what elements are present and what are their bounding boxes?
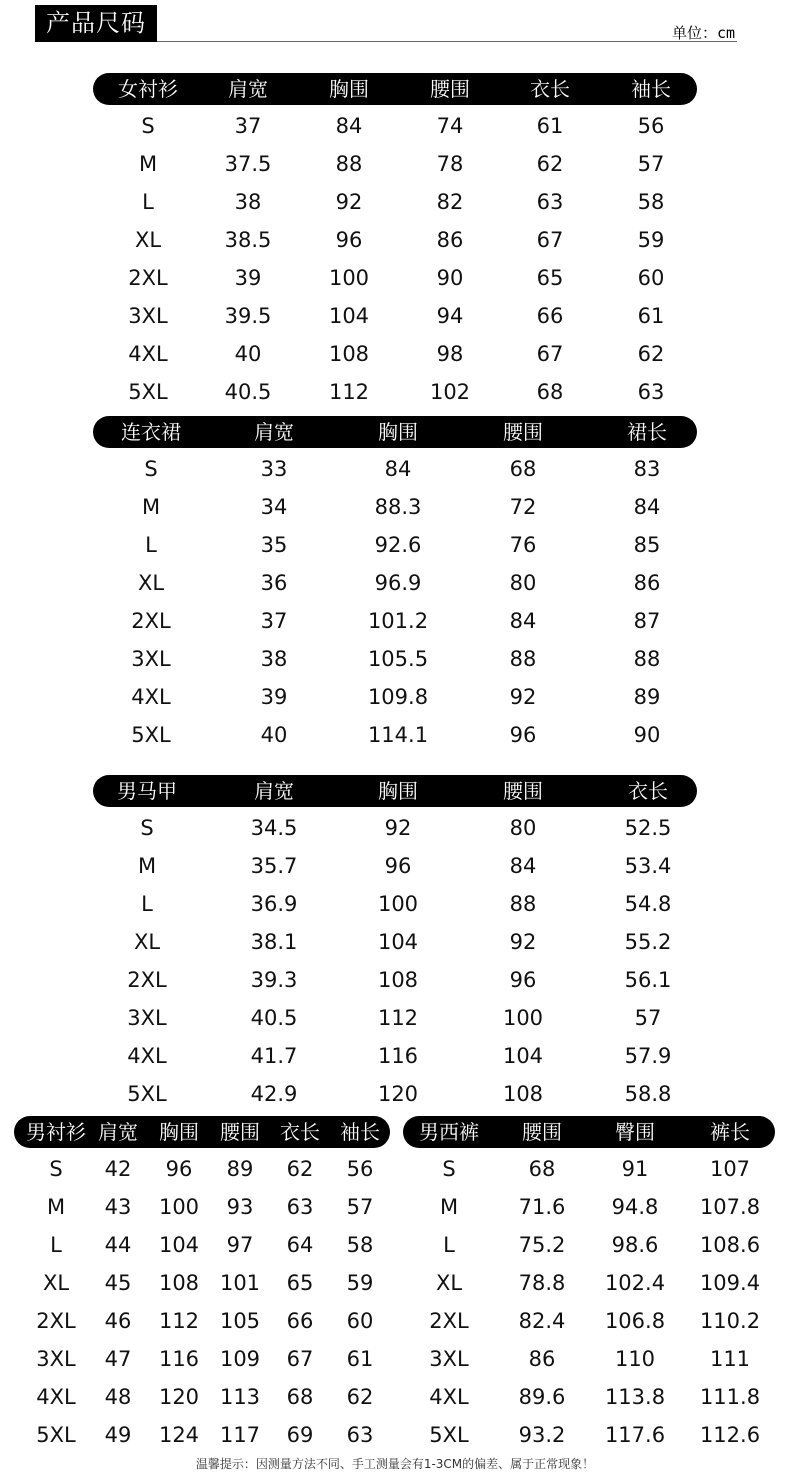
measurement-cell: 96.9 bbox=[374, 571, 422, 595]
table-row bbox=[403, 1378, 775, 1416]
measurement-cell: 116 bbox=[158, 1347, 200, 1371]
measurement-cell: 92 bbox=[335, 190, 363, 214]
size-label: 5XL bbox=[429, 1423, 469, 1447]
table-row bbox=[93, 1075, 697, 1113]
size-label: 4XL bbox=[131, 685, 171, 709]
measurement-cell: 41.7 bbox=[250, 1044, 298, 1068]
measurement-cell: 120 bbox=[158, 1385, 200, 1409]
measurement-cell: 59 bbox=[346, 1271, 374, 1295]
table-row bbox=[93, 923, 697, 961]
measurement-cell: 56 bbox=[346, 1157, 374, 1181]
page-title: 产品尺码 bbox=[35, 5, 157, 42]
size-label: L bbox=[50, 1233, 62, 1257]
measurement-cell: 43 bbox=[104, 1195, 132, 1219]
size-label: XL bbox=[134, 228, 162, 252]
table-header bbox=[93, 416, 697, 448]
measurement-cell: 63 bbox=[286, 1195, 314, 1219]
measurement-cell: 68 bbox=[286, 1385, 314, 1409]
measurement-cell: 86 bbox=[528, 1347, 556, 1371]
table-row bbox=[403, 1226, 775, 1264]
size-label: 5XL bbox=[128, 380, 168, 404]
column-header: 腰围 bbox=[503, 420, 543, 444]
measurement-cell: 116 bbox=[377, 1044, 419, 1068]
measurement-cell: 58 bbox=[637, 190, 665, 214]
measurement-cell: 111 bbox=[709, 1347, 751, 1371]
measurement-cell: 100 bbox=[328, 266, 370, 290]
measurement-cell: 45 bbox=[104, 1271, 132, 1295]
measurement-cell: 36.9 bbox=[250, 892, 298, 916]
measurement-cell: 111.8 bbox=[699, 1385, 761, 1409]
table-row bbox=[14, 1226, 390, 1264]
size-label: 2XL bbox=[128, 266, 168, 290]
measurement-cell: 117 bbox=[219, 1423, 261, 1447]
table-row bbox=[93, 221, 697, 259]
measurement-cell: 57.9 bbox=[624, 1044, 672, 1068]
measurement-cell: 39 bbox=[260, 685, 288, 709]
measurement-cell: 92 bbox=[384, 816, 412, 840]
table-header bbox=[93, 775, 697, 807]
measurement-cell: 88 bbox=[509, 647, 537, 671]
measurement-cell: 65 bbox=[286, 1271, 314, 1295]
measurement-cell: 66 bbox=[536, 304, 564, 328]
measurement-cell: 58.8 bbox=[624, 1082, 672, 1106]
measurement-cell: 56.1 bbox=[624, 968, 672, 992]
measurement-cell: 94.8 bbox=[611, 1195, 659, 1219]
size-label: 2XL bbox=[131, 609, 171, 633]
measurement-cell: 78 bbox=[436, 152, 464, 176]
measurement-cell: 39 bbox=[234, 266, 262, 290]
measurement-cell: 62 bbox=[637, 342, 665, 366]
table-category-label: 连衣裙 bbox=[121, 420, 181, 444]
measurement-cell: 82.4 bbox=[518, 1309, 566, 1333]
size-label: 3XL bbox=[128, 304, 168, 328]
measurement-cell: 46 bbox=[104, 1309, 132, 1333]
column-header: 衣长 bbox=[530, 77, 570, 101]
measurement-cell: 92 bbox=[509, 685, 537, 709]
measurement-cell: 71.6 bbox=[518, 1195, 566, 1219]
size-label: 2XL bbox=[429, 1309, 469, 1333]
measurement-cell: 108 bbox=[158, 1271, 200, 1295]
measurement-cell: 88 bbox=[335, 152, 363, 176]
measurement-cell: 57 bbox=[346, 1195, 374, 1219]
measurement-cell: 61 bbox=[637, 304, 665, 328]
measurement-cell: 109.4 bbox=[699, 1271, 761, 1295]
table-row bbox=[93, 373, 697, 411]
measurement-cell: 80 bbox=[509, 816, 537, 840]
measurement-cell: 56 bbox=[637, 114, 665, 138]
table-row bbox=[403, 1264, 775, 1302]
measurement-cell: 59 bbox=[637, 228, 665, 252]
footer-note: 温馨提示：因测量方法不同、手工测量会有1-3CM的偏差、属于正常现象！ bbox=[195, 1457, 595, 1471]
measurement-cell: 75.2 bbox=[518, 1233, 566, 1257]
measurement-cell: 109 bbox=[219, 1347, 261, 1371]
column-header: 裙长 bbox=[627, 420, 667, 444]
size-label: 3XL bbox=[36, 1347, 76, 1371]
measurement-cell: 67 bbox=[286, 1347, 314, 1371]
measurement-cell: 105.5 bbox=[367, 647, 429, 671]
measurement-cell: 86 bbox=[633, 571, 661, 595]
measurement-cell: 107.8 bbox=[699, 1195, 761, 1219]
measurement-cell: 89 bbox=[226, 1157, 254, 1181]
measurement-cell: 90 bbox=[633, 723, 661, 747]
measurement-cell: 82 bbox=[436, 190, 464, 214]
measurement-cell: 55.2 bbox=[624, 930, 672, 954]
size-label: 5XL bbox=[36, 1423, 76, 1447]
measurement-cell: 106.8 bbox=[604, 1309, 666, 1333]
size-label: XL bbox=[435, 1271, 463, 1295]
measurement-cell: 44 bbox=[104, 1233, 132, 1257]
measurement-cell: 84 bbox=[335, 114, 363, 138]
table-row bbox=[14, 1302, 390, 1340]
table-row bbox=[93, 335, 697, 373]
measurement-cell: 96 bbox=[384, 854, 412, 878]
measurement-cell: 47 bbox=[104, 1347, 132, 1371]
size-label: S bbox=[144, 457, 158, 481]
column-header: 腰围 bbox=[430, 77, 470, 101]
size-label: 4XL bbox=[36, 1385, 76, 1409]
table-header bbox=[403, 1116, 775, 1148]
measurement-cell: 117.6 bbox=[604, 1423, 666, 1447]
size-label: XL bbox=[137, 571, 165, 595]
measurement-cell: 94 bbox=[436, 304, 464, 328]
measurement-cell: 89.6 bbox=[518, 1385, 566, 1409]
measurement-cell: 90 bbox=[436, 266, 464, 290]
measurement-cell: 60 bbox=[346, 1309, 374, 1333]
size-label: 3XL bbox=[127, 1006, 167, 1030]
size-label: 3XL bbox=[131, 647, 171, 671]
table-row bbox=[14, 1264, 390, 1302]
measurement-cell: 39.5 bbox=[224, 304, 272, 328]
measurement-cell: 87 bbox=[633, 609, 661, 633]
size-label: 3XL bbox=[429, 1347, 469, 1371]
size-label: 4XL bbox=[128, 342, 168, 366]
table-header bbox=[14, 1116, 390, 1148]
measurement-cell: 61 bbox=[346, 1347, 374, 1371]
table-row bbox=[403, 1188, 775, 1226]
measurement-cell: 96 bbox=[509, 968, 537, 992]
measurement-cell: 68 bbox=[536, 380, 564, 404]
measurement-cell: 69 bbox=[286, 1423, 314, 1447]
table-row bbox=[93, 999, 697, 1037]
measurement-cell: 57 bbox=[637, 152, 665, 176]
size-label: M bbox=[138, 152, 158, 176]
measurement-cell: 100 bbox=[377, 892, 419, 916]
size-label: S bbox=[49, 1157, 63, 1181]
size-label: L bbox=[145, 533, 157, 557]
measurement-cell: 113.8 bbox=[604, 1385, 666, 1409]
size-table-men-vest bbox=[93, 775, 697, 1113]
column-header: 胸围 bbox=[378, 420, 418, 444]
table-category-label: 女衬衫 bbox=[118, 77, 178, 101]
size-label: M bbox=[141, 495, 161, 519]
measurement-cell: 101 bbox=[219, 1271, 261, 1295]
measurement-cell: 63 bbox=[637, 380, 665, 404]
measurement-cell: 84 bbox=[509, 854, 537, 878]
measurement-cell: 112.6 bbox=[699, 1423, 761, 1447]
size-label: 4XL bbox=[429, 1385, 469, 1409]
measurement-cell: 40 bbox=[260, 723, 288, 747]
measurement-cell: 78.8 bbox=[518, 1271, 566, 1295]
measurement-cell: 93.2 bbox=[518, 1423, 566, 1447]
measurement-cell: 102 bbox=[429, 380, 471, 404]
table-category-label: 男衬衫 bbox=[26, 1120, 86, 1144]
measurement-cell: 42 bbox=[104, 1157, 132, 1181]
table-row bbox=[93, 450, 697, 488]
table-row bbox=[14, 1150, 390, 1188]
column-header: 臀围 bbox=[615, 1120, 655, 1144]
table-row bbox=[93, 297, 697, 335]
measurement-cell: 74 bbox=[436, 114, 464, 138]
measurement-cell: 113 bbox=[219, 1385, 261, 1409]
size-label: M bbox=[439, 1195, 459, 1219]
table-row bbox=[93, 183, 697, 221]
measurement-cell: 86 bbox=[436, 228, 464, 252]
table-row bbox=[93, 678, 697, 716]
measurement-cell: 105 bbox=[219, 1309, 261, 1333]
table-category-label: 男马甲 bbox=[117, 779, 177, 803]
size-table-women-shirt bbox=[93, 73, 697, 411]
measurement-cell: 101.2 bbox=[367, 609, 429, 633]
measurement-cell: 108 bbox=[328, 342, 370, 366]
table-row bbox=[14, 1340, 390, 1378]
column-header: 胸围 bbox=[378, 779, 418, 803]
column-header: 肩宽 bbox=[98, 1120, 138, 1144]
measurement-cell: 98 bbox=[436, 342, 464, 366]
measurement-cell: 38 bbox=[234, 190, 262, 214]
column-header: 衣长 bbox=[628, 779, 668, 803]
measurement-cell: 84 bbox=[633, 495, 661, 519]
measurement-cell: 92 bbox=[509, 930, 537, 954]
column-header: 腰围 bbox=[220, 1120, 260, 1144]
table-row bbox=[93, 602, 697, 640]
size-label: L bbox=[443, 1233, 455, 1257]
measurement-cell: 104 bbox=[158, 1233, 200, 1257]
measurement-cell: 60 bbox=[637, 266, 665, 290]
table-row bbox=[14, 1188, 390, 1226]
measurement-cell: 98.6 bbox=[611, 1233, 659, 1257]
column-header: 腰围 bbox=[503, 779, 543, 803]
measurement-cell: 34 bbox=[260, 495, 288, 519]
measurement-cell: 62 bbox=[346, 1385, 374, 1409]
table-row bbox=[93, 564, 697, 602]
column-header: 袖长 bbox=[340, 1120, 380, 1144]
column-header: 胸围 bbox=[329, 77, 369, 101]
measurement-cell: 68 bbox=[528, 1157, 556, 1181]
measurement-cell: 37.5 bbox=[224, 152, 272, 176]
measurement-cell: 83 bbox=[633, 457, 661, 481]
size-label: XL bbox=[133, 930, 161, 954]
table-row bbox=[93, 885, 697, 923]
measurement-cell: 108 bbox=[502, 1082, 544, 1106]
measurement-cell: 52.5 bbox=[624, 816, 672, 840]
size-label: M bbox=[46, 1195, 66, 1219]
size-label: L bbox=[141, 892, 153, 916]
measurement-cell: 112 bbox=[158, 1309, 200, 1333]
measurement-cell: 84 bbox=[384, 457, 412, 481]
size-table-dress bbox=[93, 416, 697, 754]
measurement-cell: 35.7 bbox=[250, 854, 298, 878]
table-header bbox=[93, 73, 697, 105]
measurement-cell: 100 bbox=[158, 1195, 200, 1219]
measurement-cell: 88 bbox=[633, 647, 661, 671]
measurement-cell: 104 bbox=[377, 930, 419, 954]
measurement-cell: 42.9 bbox=[250, 1082, 298, 1106]
size-label: 5XL bbox=[131, 723, 171, 747]
size-label: S bbox=[140, 816, 154, 840]
size-label: S bbox=[442, 1157, 456, 1181]
table-row bbox=[14, 1416, 390, 1454]
size-label: 5XL bbox=[127, 1082, 167, 1106]
measurement-cell: 110 bbox=[614, 1347, 656, 1371]
table-row bbox=[93, 145, 697, 183]
measurement-cell: 108 bbox=[377, 968, 419, 992]
measurement-cell: 104 bbox=[502, 1044, 544, 1068]
table-row bbox=[93, 847, 697, 885]
measurement-cell: 33 bbox=[260, 457, 288, 481]
size-label: 2XL bbox=[36, 1309, 76, 1333]
measurement-cell: 120 bbox=[377, 1082, 419, 1106]
size-label: S bbox=[141, 114, 155, 138]
measurement-cell: 110.2 bbox=[699, 1309, 761, 1333]
measurement-cell: 64 bbox=[286, 1233, 314, 1257]
measurement-cell: 85 bbox=[633, 533, 661, 557]
measurement-cell: 38.5 bbox=[224, 228, 272, 252]
column-header: 肩宽 bbox=[254, 779, 294, 803]
measurement-cell: 40 bbox=[234, 342, 262, 366]
column-header: 肩宽 bbox=[254, 420, 294, 444]
measurement-cell: 37 bbox=[234, 114, 262, 138]
size-label: L bbox=[142, 190, 154, 214]
measurement-cell: 39.3 bbox=[250, 968, 298, 992]
measurement-cell: 114.1 bbox=[367, 723, 429, 747]
measurement-cell: 104 bbox=[328, 304, 370, 328]
measurement-cell: 112 bbox=[328, 380, 370, 404]
size-label: 2XL bbox=[127, 968, 167, 992]
measurement-cell: 67 bbox=[536, 342, 564, 366]
measurement-cell: 100 bbox=[502, 1006, 544, 1030]
measurement-cell: 91 bbox=[621, 1157, 649, 1181]
measurement-cell: 62 bbox=[536, 152, 564, 176]
table-row bbox=[14, 1378, 390, 1416]
measurement-cell: 97 bbox=[226, 1233, 254, 1257]
measurement-cell: 72 bbox=[509, 495, 537, 519]
measurement-cell: 61 bbox=[536, 114, 564, 138]
table-row bbox=[403, 1150, 775, 1188]
measurement-cell: 54.8 bbox=[624, 892, 672, 916]
measurement-cell: 80 bbox=[509, 571, 537, 595]
measurement-cell: 92.6 bbox=[374, 533, 422, 557]
column-header: 袖长 bbox=[631, 77, 671, 101]
measurement-cell: 40.5 bbox=[250, 1006, 298, 1030]
size-label: M bbox=[137, 854, 157, 878]
size-label: 4XL bbox=[127, 1044, 167, 1068]
measurement-cell: 34.5 bbox=[250, 816, 298, 840]
measurement-cell: 93 bbox=[226, 1195, 254, 1219]
size-table-men-trousers bbox=[403, 1116, 775, 1454]
table-row bbox=[403, 1302, 775, 1340]
column-header: 胸围 bbox=[159, 1120, 199, 1144]
measurement-cell: 40.5 bbox=[224, 380, 272, 404]
measurement-cell: 67 bbox=[536, 228, 564, 252]
measurement-cell: 89 bbox=[633, 685, 661, 709]
measurement-cell: 53.4 bbox=[624, 854, 672, 878]
measurement-cell: 49 bbox=[104, 1423, 132, 1447]
title-divider bbox=[157, 41, 737, 42]
table-row bbox=[93, 716, 697, 754]
measurement-cell: 48 bbox=[104, 1385, 132, 1409]
table-row bbox=[403, 1416, 775, 1454]
table-row bbox=[93, 259, 697, 297]
measurement-cell: 58 bbox=[346, 1233, 374, 1257]
column-header: 衣长 bbox=[280, 1120, 320, 1144]
column-header: 裤长 bbox=[710, 1120, 750, 1144]
measurement-cell: 124 bbox=[158, 1423, 200, 1447]
measurement-cell: 108.6 bbox=[699, 1233, 761, 1257]
measurement-cell: 66 bbox=[286, 1309, 314, 1333]
measurement-cell: 63 bbox=[536, 190, 564, 214]
table-row bbox=[93, 640, 697, 678]
table-row bbox=[93, 526, 697, 564]
measurement-cell: 38 bbox=[260, 647, 288, 671]
measurement-cell: 36 bbox=[260, 571, 288, 595]
measurement-cell: 109.8 bbox=[367, 685, 429, 709]
measurement-cell: 76 bbox=[509, 533, 537, 557]
table-row bbox=[93, 1037, 697, 1075]
measurement-cell: 63 bbox=[346, 1423, 374, 1447]
table-row bbox=[93, 488, 697, 526]
unit-label: 单位：cm bbox=[671, 24, 735, 42]
size-table-men-shirt bbox=[14, 1116, 390, 1454]
measurement-cell: 62 bbox=[286, 1157, 314, 1181]
measurement-cell: 96 bbox=[335, 228, 363, 252]
size-label: XL bbox=[42, 1271, 70, 1295]
measurement-cell: 88.3 bbox=[374, 495, 422, 519]
measurement-cell: 68 bbox=[509, 457, 537, 481]
table-row bbox=[403, 1340, 775, 1378]
table-category-label: 男西裤 bbox=[419, 1120, 479, 1144]
measurement-cell: 112 bbox=[377, 1006, 419, 1030]
measurement-cell: 96 bbox=[165, 1157, 193, 1181]
measurement-cell: 35 bbox=[260, 533, 288, 557]
column-header: 腰围 bbox=[522, 1120, 562, 1144]
measurement-cell: 96 bbox=[509, 723, 537, 747]
measurement-cell: 88 bbox=[509, 892, 537, 916]
measurement-cell: 102.4 bbox=[604, 1271, 666, 1295]
table-row bbox=[93, 107, 697, 145]
measurement-cell: 57 bbox=[634, 1006, 662, 1030]
column-header: 肩宽 bbox=[228, 77, 268, 101]
measurement-cell: 65 bbox=[536, 266, 564, 290]
table-row bbox=[93, 961, 697, 999]
table-row bbox=[93, 809, 697, 847]
measurement-cell: 107 bbox=[709, 1157, 751, 1181]
measurement-cell: 38.1 bbox=[250, 930, 298, 954]
measurement-cell: 84 bbox=[509, 609, 537, 633]
measurement-cell: 37 bbox=[260, 609, 288, 633]
